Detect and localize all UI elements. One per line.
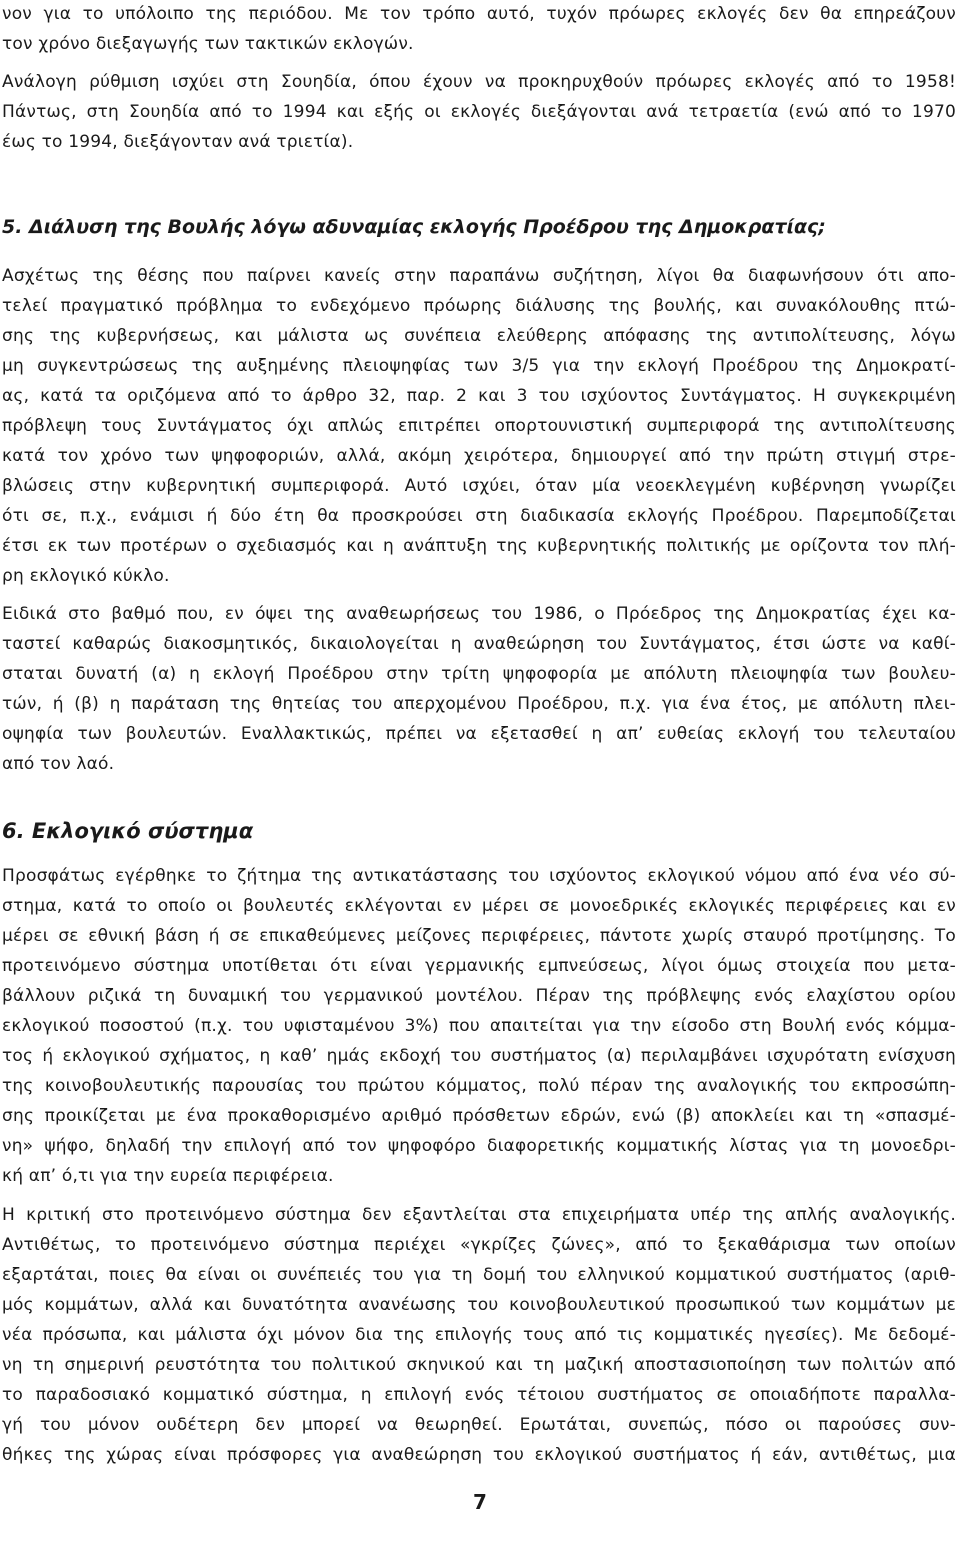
- text-line: Πάντως, στη Σουηδία από το 1994 και εξής οι εκλογές διεξάγονται ανά τετραετία (ενώ από το 1970: [2, 102, 956, 122]
- text-line: νέα πρόσωπα, και μάλιστα όχι μόνον δια της επιλογής τους από τις κομματικές ηγεσίες). Με δεδομέ-: [2, 1325, 956, 1345]
- text-line: σης της κυβερνήσεως, και μάλιστα ως συνέπεια ελεύθερης απόφασης της αντιπολίτευσης, λόγω: [2, 326, 956, 346]
- text-line: εξαρτάται, ποιες θα είναι οι συνέπειές του για τη δομή του ελληνικού κομματικού συστήματος (αριθ-: [2, 1265, 956, 1285]
- text-line: έως το 1994, διεξάγονταν ανά τριετία).: [2, 132, 354, 152]
- text-line: μέρει σε εθνική βάση ή σε επικαθεύμενες μείζονες περιφέρειες, πάντοτε χωρίς σταυρό προτίμησης. Το: [2, 926, 956, 946]
- text-line: νη τη σημερινή ρευστότητα του πολιτικού σκηνικού και τη μαζική αποστασιοποίηση των πολιτών από: [2, 1355, 956, 1375]
- text-line: Ασχέτως της θέσης που παίρνει κανείς στην παραπάνω συζήτηση, λίγοι θα διαφωνήσουν ότι απο-: [2, 266, 956, 286]
- text-line: τον χρόνο διεξαγωγής των τακτικών εκλογών.: [2, 34, 414, 54]
- text-line: πρόβλεψη τους Συντάγματος όχι απλώς επιτρέπει οπορτουνιστική συμπεριφορά της αντιπολίτευσης: [2, 416, 956, 436]
- text-line: στημα, κατά το οποίο οι βουλευτές εκλέγονται εν μέρει σε μονοεδρικές εκλογικές περιφέρειες και εν: [2, 896, 956, 916]
- text-line: εκλογικού ποσοστού (π.χ. του υφισταμένου 3%) που απαιτείται για την είσοδο στη Βουλή ενός κόμμα-: [2, 1016, 956, 1036]
- text-line: μη συγκεντρώσεως της αυξημένης πλειοψηφίας των 3/5 για την εκλογή Προέδρου της Δημοκρατί-: [2, 356, 956, 376]
- text-line: κατά τον χρόνο των ψηφοφοριών, αλλά, ακόμη χειρότερα, δημιουργεί από την πρώτη στιγμή στρε-: [2, 446, 956, 466]
- text-line: σης προικίζεται με ένα προκαθορισμένο αριθμό πρόσθετων εδρών, ενώ (β) αποκλείει και τη «σπασμέ-: [2, 1106, 956, 1126]
- text-line: τών, ή (β) η παράταση της θητείας του απερχομένου Προέδρου, π.χ. για ένα έτος, με απόλυτη πλει-: [2, 694, 956, 714]
- text-line: Προσφάτως εγέρθηκε το ζήτημα της αντικατάστασης του ισχύοντος εκλογικού νόμου από ένα νέο σύ-: [2, 866, 956, 886]
- text-line: ότι σε, π.χ., ενάμισι ή δύο έτη θα προσκρούσει στη διαδικασία εκλογής Προέδρου. Παρεμποδίζεται: [2, 506, 956, 526]
- text-line: το παραδοσιακό κομματικό σύστημα, η επιλογή ενός τέτοιου συστήματος σε οποιαδήποτε παραλλα-: [2, 1385, 956, 1405]
- text-line: ρη εκλογικό κύκλο.: [2, 566, 170, 586]
- text-line: βάλλουν ριζικά τη δυναμική του γερμανικού μοντέλου. Πέραν της πρόβλεψης ενός ελαχίστου ορίου: [2, 986, 956, 1006]
- text-line: Ειδικά στο βαθμό που, εν όψει της αναθεωρήσεως του 1986, ο Πρόεδρος της Δημοκρατίας έχει κα-: [2, 604, 956, 624]
- text-line: οψηφία των βουλευτών. Εναλλακτικώς, πρέπει να εξετασθεί η απ’ ευθείας εκλογή του τελευταίου: [2, 724, 956, 744]
- text-line: ας, κατά τα οριζόμενα από το άρθρο 32, παρ. 2 και 3 του ισχύοντος Συντάγματος. Η συγκεκριμένη: [2, 386, 956, 406]
- text-line: μός κομμάτων, αλλά και δυνατότητα ανανέωσης του κοινοβουλευτικού προσωπικού των κομμάτων με: [2, 1295, 956, 1315]
- text-line: θήκες της χώρας είναι πρόσφορες για αναθεώρηση του εκλογικού συστήματος ή εάν, αντιθέτως, μια: [2, 1445, 956, 1465]
- text-line: ταστεί καθαρώς διακοσμητικός, δικαιολογείται η αναθεώρηση του Συντάγματος, έτσι ώστε να καθί-: [2, 634, 956, 654]
- text-line: της κοινοβουλευτικής παρουσίας του πρώτου κόμματος, πολύ πέραν της αναλογικής του εκπροσώπη-: [2, 1076, 956, 1096]
- text-line: νη» ψήφο, δηλαδή την επιλογή από τον ψηφοφόρο διαφορετικής κομματικής λίστας για τη μονοεδρι-: [2, 1136, 956, 1156]
- text-line: βλώσεις στην κυβερνητική συμπεριφορά. Αυτό ισχύει, όταν μία νεοεκλεγμένη κυβέρνηση γνωρίζει: [2, 476, 956, 496]
- text-line: Ανάλογη ρύθμιση ισχύει στη Σουηδία, όπου έχουν να προκηρυχθούν πρόωρες εκλογές από το 1958!: [2, 72, 956, 92]
- text-line: σταται δυνατή (α) η εκλογή Προέδρου στην τρίτη ψηφοφορία με απόλυτη πλειοψηφία των βουλευ-: [2, 664, 956, 684]
- text-line: νον για το υπόλοιπο της περιόδου. Με τον τρόπο αυτό, τυχόν πρόωρες εκλογές δεν θα επηρεάζουν: [2, 4, 956, 24]
- text-line: Η κριτική στο προτεινόμενο σύστημα δεν εξαντλείται στα επιχειρήματα υπέρ της απλής αναλογικής.: [2, 1205, 956, 1225]
- section-heading: 5. Διάλυση της Βουλής λόγω αδυναμίας εκλογής Προέδρου της Δημοκρατίας;: [2, 216, 826, 238]
- text-line: Αντιθέτως, το προτεινόμενο σύστημα περιέχει «γκρίζες ζώνες», από το ξεκαθάρισμα των οποίων: [2, 1235, 956, 1255]
- page-number: 7: [473, 1490, 487, 1514]
- text-line: τελεί πραγματικό πρόβλημα το ενδεχόμενο πρόωρης διάλυσης της βουλής, και συνακόλουθης πτώ-: [2, 296, 956, 316]
- section-heading: 6. Εκλογικό σύστημα: [2, 819, 254, 843]
- text-line: από τον λαό.: [2, 754, 115, 774]
- text-line: έτσι εκ των προτέρων ο σχεδιασμός και η ανάπτυξη της κυβερνητικής πολιτικής με ορίζοντα τον πλή-: [2, 536, 956, 556]
- text-line: προτεινόμενο σύστημα υποτίθεται ότι είναι γερμανικής εμπνεύσεως, λίγοι όμως στοιχεία που μετα-: [2, 956, 956, 976]
- text-line: τος ή εκλογικού σχήματος, η καθ’ ημάς εκδοχή του συστήματος (α) περιλαμβάνει ισχυρότατη ενίσχυση: [2, 1046, 956, 1066]
- text-line: γή του μόνον ουδέτερη δεν μπορεί να θεωρηθεί. Ερωτάται, συνεπώς, πόσο οι παρούσες συν-: [2, 1415, 956, 1435]
- text-line: κή απ’ ό,τι για την ευρεία περιφέρεια.: [2, 1166, 334, 1186]
